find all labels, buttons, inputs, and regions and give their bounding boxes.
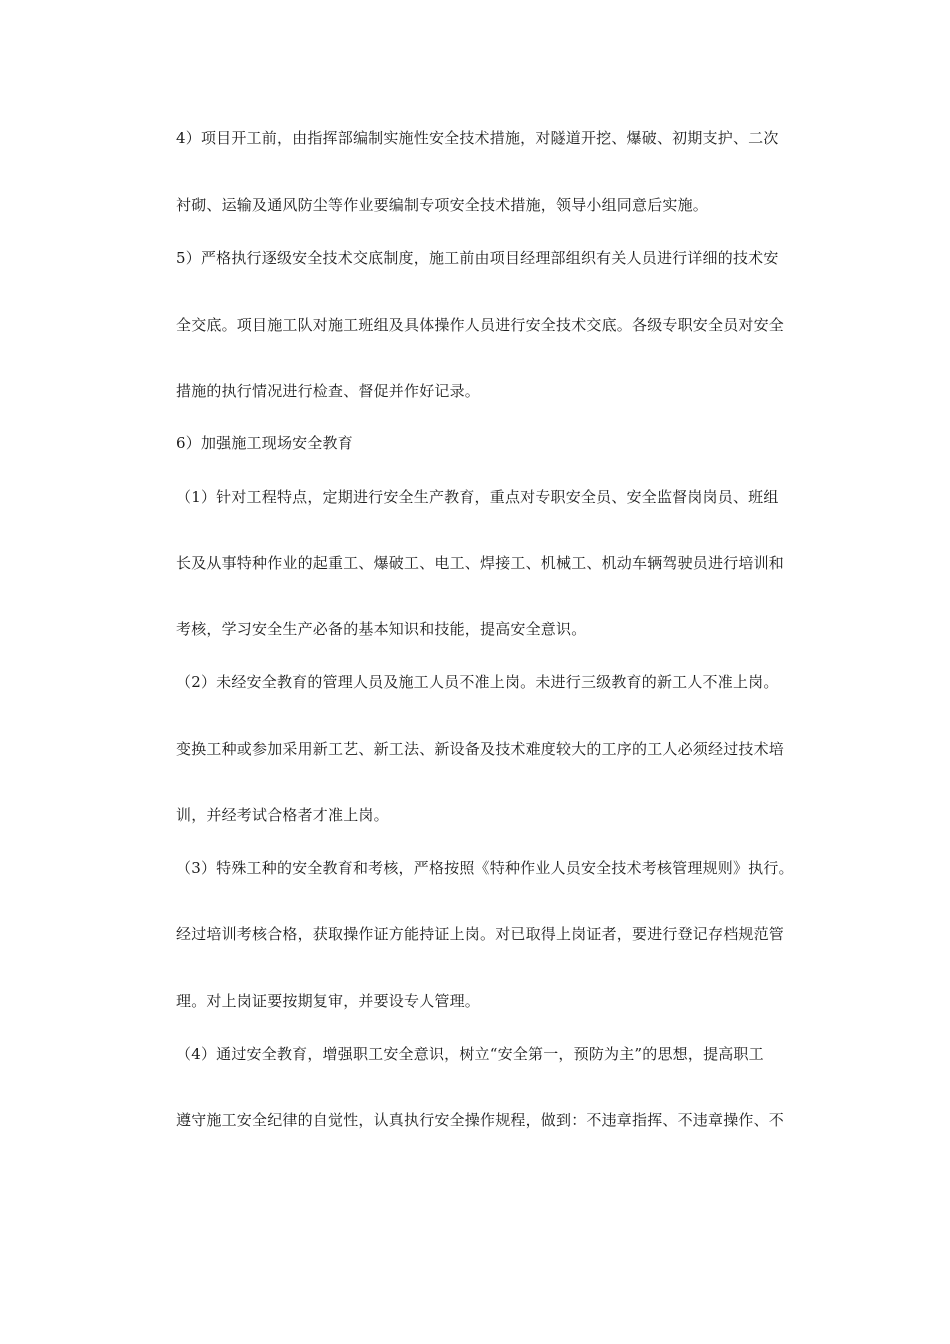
text-line-11: 变换工种或参加采用新工艺、新工法、新设备及技术难度较大的工序的工人必须经过技术培 bbox=[176, 740, 785, 758]
text-line-15: 理。对上岗证要按期复审，并要设专人管理。 bbox=[176, 992, 481, 1010]
text-line-5: 措施的执行情况进行检查、督促并作好记录。 bbox=[176, 382, 481, 400]
text-line-9: 考核，学习安全生产必备的基本知识和技能，提高安全意识。 bbox=[176, 620, 587, 638]
text-line-3: 5）严格执行逐级安全技术交底制度，施工前由项目经理部组织有关人员进行详细的技术安 bbox=[176, 249, 779, 267]
text-line-17: 遵守施工安全纪律的自觉性，认真执行安全操作规程，做到：不违章指挥、不违章操作、不 bbox=[176, 1111, 785, 1129]
text-line-7: （1）针对工程特点，定期进行安全生产教育，重点对专职安全员、安全监督岗岗员、班组 bbox=[176, 488, 779, 506]
text-line-8: 长及从事特种作业的起重工、爆破工、电工、焊接工、机械工、机动车辆驾驶员进行培训和 bbox=[176, 554, 785, 572]
text-line-2: 衬砌、运输及通风防尘等作业要编制专项安全技术措施，领导小组同意后实施。 bbox=[176, 196, 709, 214]
text-line-6: 6）加强施工现场安全教育 bbox=[176, 434, 353, 452]
text-line-1: 4）项目开工前，由指挥部编制实施性安全技术措施，对隧道开挖、爆破、初期支护、二次 bbox=[176, 129, 779, 147]
text-line-12: 训，并经考试合格者才准上岗。 bbox=[176, 806, 389, 824]
text-line-13: （3）特殊工种的安全教育和考核，严格按照《特种作业人员安全技术考核管理规则》执行。 bbox=[176, 859, 794, 877]
text-line-4: 全交底。项目施工队对施工班组及具体操作人员进行安全技术交底。各级专职安全员对安全 bbox=[176, 316, 785, 334]
text-line-16: （4）通过安全教育，增强职工安全意识，树立“安全第一，预防为主”的思想，提高职工 bbox=[176, 1045, 764, 1063]
text-line-10: （2）未经安全教育的管理人员及施工人员不准上岗。未进行三级教育的新工人不准上岗。 bbox=[176, 673, 779, 691]
text-line-14: 经过培训考核合格，获取操作证方能持证上岗。对已取得上岗证者，要进行登记存档规范管 bbox=[176, 925, 785, 943]
